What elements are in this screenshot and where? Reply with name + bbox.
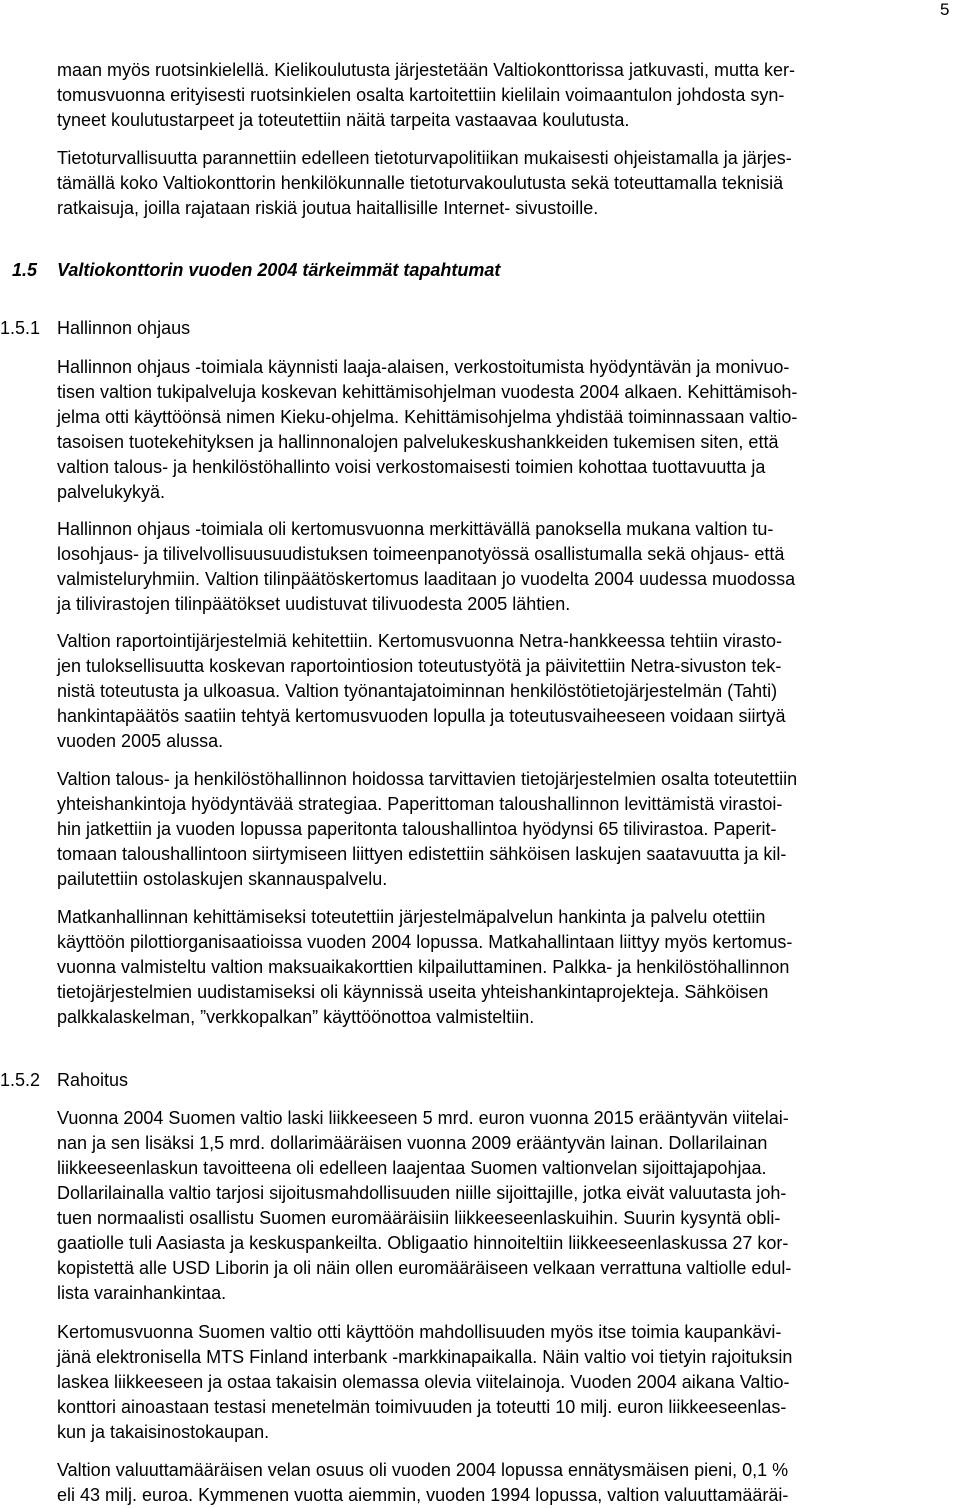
text-line: hankintapäätös saatiin tehtyä kertomusvuoden lopulla ja toteutusvaiheeseen voidaan siirtyä: [57, 706, 786, 726]
text-line: pailutettiin ostolaskujen skannauspalvelu.: [57, 869, 388, 889]
text-line: palvelukykyä.: [57, 482, 166, 502]
text-line: laskea liikkeeseen ja ostaa takaisin olemassa olevia viitelainoja. Vuoden 2004 aikana Valtio-: [57, 1372, 790, 1392]
subsection-number: 1.5.2: [0, 1070, 41, 1090]
text-line: tisen valtion tukipalveluja koskevan kehittämisohjelman vuodesta 2004 alkaen. Kehittämisoh-: [57, 382, 798, 402]
text-line: valmisteluryhmiin. Valtion tilinpäätöskertomus laaditaan jo vuodelta 2004 uudessa muodossa: [57, 569, 796, 589]
subsection-heading-rahoitus: [0, 1068, 128, 1093]
text-line: Vuonna 2004 Suomen valtio laski liikkeeseen 5 mrd. euron vuonna 2015 erääntyvän viitelai-: [57, 1108, 789, 1128]
paragraph-kieku-programme: [57, 355, 959, 505]
text-line: tasoisen tuotekehityksen ja hallinnonalojen palvelukeskushankkeiden tukemisen siten, että: [57, 432, 779, 452]
text-line: kun ja takaisinostokaupan.: [57, 1422, 270, 1442]
text-line: nistä toteutusta ja ulkoasua. Valtion työnantajatoiminnan henkilöstötietojärjestelmän (Tahti): [57, 681, 778, 701]
subsection-number: 1.5.1: [0, 318, 41, 338]
paragraph-language-training: [57, 58, 959, 133]
text-line: Valtion raportointijärjestelmiä kehitettiin. Kertomusvuonna Netra-hankkeessa tehtiin virasto-: [57, 631, 783, 651]
paragraph-foreign-currency-debt: [57, 1458, 959, 1508]
text-line: palkkalaskelman, ”verkkopalkan” käyttöönottoa valmisteltiin.: [57, 1007, 535, 1027]
paragraph-reporting-systems: [57, 629, 959, 754]
text-line: Matkanhallinnan kehittämiseksi toteutettiin järjestelmäpalvelun hankinta ja palvelu otettiin: [57, 907, 766, 927]
paragraph-information-systems: [57, 767, 959, 892]
text-line: vuonna valmisteltu valtion maksuaikakorttien kilpailuttaminen. Palkka- ja henkilöstöhallinnon: [57, 957, 790, 977]
text-line: tämällä koko Valtiokonttorin henkilökunnalle tietoturvakoulutusta sekä toteuttamalla teknisiä: [57, 173, 784, 193]
text-line: käyttöön pilottiorganisaatioissa vuoden 2004 lopussa. Matkahallintaan liittyy myös kertomus-: [57, 932, 793, 952]
text-line: jänä elektronisella MTS Finland interbank -markkinapaikalla. Näin valtio voi tietyin rajoituksin: [57, 1347, 793, 1367]
paragraph-information-security: [57, 146, 959, 221]
text-line: jelma otti käyttöönsä nimen Kieku-ohjelma. Kehittämisohjelma yhdistää toiminnassaan valtio-: [57, 407, 798, 427]
text-line: valtion talous- ja henkilöstöhallinto voisi verkostomaisesti toimien kohottaa tuottavuutta ja: [57, 457, 766, 477]
text-line: Tietoturvallisuutta parannettiin edelleen tietoturvapolitiikan mukaisesti ohjeistamalla ja järjes-: [57, 148, 792, 168]
text-line: hin jatkettiin ja vuoden lopussa paperitonta taloushallintoa hyödynsi 65 tilivirastoa. Paperit-: [57, 819, 777, 839]
text-line: maan myös ruotsinkielellä. Kielikoulutusta järjestetään Valtiokonttorissa jatkuvasti, mutta ker-: [57, 60, 795, 80]
text-line: tomusvuonna erityisesti ruotsinkielen osalta kartoitettiin kielilain voimaantulon johdosta syn-: [57, 85, 785, 105]
subsection-title: Hallinnon ohjaus: [57, 318, 191, 338]
section-heading: [12, 258, 500, 283]
text-line: liikkeeseenlaskun tavoitteena oli edelleen laajentaa Suomen valtionvelan sijoittajapohjaa.: [57, 1158, 767, 1178]
text-line: konttori ainoastaan testasi menetelmän toimivuuden ja toteutti 10 milj. euron liikkeeseenlas-: [57, 1397, 787, 1417]
text-line: kopistettä alle USD Liborin ja oli näin ollen euromääräiseen velkaan verrattuna valtiolle edul-: [57, 1258, 792, 1278]
text-line: Hallinnon ohjaus -toimiala käynnisti laaja-alaisen, verkostoitumista hyödyntävän ja monivuo-: [57, 357, 790, 377]
text-line: vuoden 2005 alussa.: [57, 731, 224, 751]
text-line: Dollarilainalla valtio tarjosi sijoitusmahdollisuuden niille sijoittajille, jotka eivät valuutasta joh-: [57, 1183, 787, 1203]
section-title: Valtiokonttorin vuoden 2004 tärkeimmät tapahtumat: [57, 260, 501, 280]
paragraph-loan-issuance: [57, 1106, 959, 1306]
text-line: ratkaisuja, joilla rajataan riskiä joutua haitallisille Internet- sivustoille.: [57, 198, 599, 218]
subsection-title: Rahoitus: [57, 1070, 129, 1090]
text-line: eli 43 milj. euroa. Kymmenen vuotta aiemmin, vuoden 1994 lopussa, valtion valuuttamääräi-: [57, 1485, 789, 1505]
text-line: gaatiolle tuli Aasiasta ja keskuspankeilta. Obligaatio hinnoiteltiin liikkeeseenlaskussa 27 kor-: [57, 1233, 789, 1253]
text-line: Valtion talous- ja henkilöstöhallinnon hoidossa tarvittavien tietojärjestelmien osalta toteutettiin: [57, 769, 798, 789]
text-line: tyneet koulutustarpeet ja toteutettiin näitä tarpeita vastaavaa koulutusta.: [57, 110, 630, 130]
subsection-heading-hallinnon-ohjaus: [0, 316, 190, 341]
text-line: nan ja sen lisäksi 1,5 mrd. dollarimääräisen vuonna 2009 erääntyvän lainan. Dollarilainan: [57, 1133, 768, 1153]
text-line: Kertomusvuonna Suomen valtio otti käyttöön mahdollisuuden myös itse toimia kaupankävi-: [57, 1322, 782, 1342]
text-line: yhteishankintoja hyödyntävää strategiaa. Paperittoman taloushallinnon levittämistä virastoi-: [57, 794, 783, 814]
paragraph-travel-management: [57, 905, 959, 1030]
text-line: tietojärjestelmien uudistamiseksi oli käynnissä useita yhteishankintaprojekteja. Sähköisen: [57, 982, 769, 1002]
text-line: losohjaus- ja tilivelvollisuusuudistuksen toimeenpanotyössä osallistumalla sekä ohjaus- että: [57, 544, 785, 564]
paragraph-performance-reform: [57, 517, 959, 617]
text-line: jen tuloksellisuutta koskevan raportointiosion toteutustyötä ja päivitettiin Netra-sivuston tek-: [57, 656, 782, 676]
text-line: Hallinnon ohjaus -toimiala oli kertomusvuonna merkittävällä panoksella mukana valtion tu-: [57, 519, 774, 539]
section-number: 1.5: [12, 260, 38, 280]
text-line: ja tilivirastojen tilinpäätökset uudistuvat tilivuodesta 2005 lähtien.: [57, 594, 571, 614]
text-line: Valtion valuuttamääräisen velan osuus oli vuoden 2004 lopussa ennätysmäisen pieni, 0,1 %: [57, 1460, 789, 1480]
paragraph-mts-trading: [57, 1320, 959, 1445]
text-line: lista varainhankintaa.: [57, 1283, 227, 1303]
page-number: 5: [940, 0, 950, 19]
text-line: tomaan taloushallintoon siirtymiseen liittyen edistettiin sähköisen laskujen saatavuutta ja kil-: [57, 844, 787, 864]
text-line: tuen normaalisti osallistu Suomen euromääräisiin liikkeeseenlaskuihin. Suurin kysyntä obli-: [57, 1208, 781, 1228]
